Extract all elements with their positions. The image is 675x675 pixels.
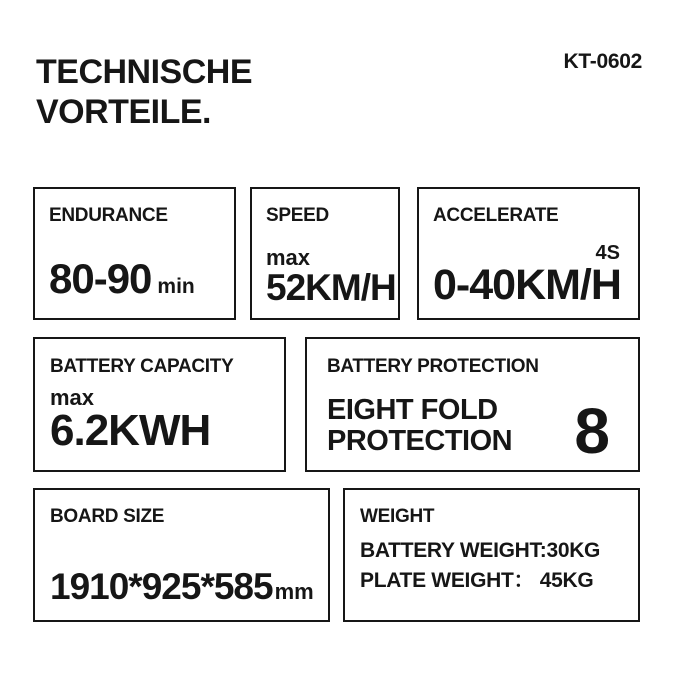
board-size-value: 1910*925*585: [50, 566, 273, 607]
card-accelerate: [417, 187, 640, 320]
battery-protection-value-row: [327, 394, 618, 467]
page-title-line1: TECHNISCHE: [36, 53, 253, 91]
board-size-unit: mm: [274, 579, 314, 604]
battery-capacity-value: 6.2KWH: [50, 406, 211, 455]
card-endurance: [33, 187, 236, 320]
battery-capacity-qualifier: max: [50, 384, 95, 410]
speed-label: SPEED: [266, 205, 329, 226]
battery-capacity-label: BATTERY CAPACITY: [50, 356, 234, 377]
card-speed: [250, 187, 400, 320]
board-size-label: BOARD SIZE: [50, 506, 165, 527]
battery-weight-line: BATTERY WEIGHT:30KG: [360, 539, 601, 562]
endurance-value-row: [49, 255, 220, 302]
weight-label: WEIGHT: [360, 506, 435, 527]
battery-protection-value-line2: PROTECTION: [327, 425, 513, 457]
plate-weight-line: PLATE WEIGHT： 45KG: [360, 569, 594, 592]
accelerate-label: ACCELERATE: [433, 205, 559, 226]
endurance-label: ENDURANCE: [49, 205, 168, 226]
card-battery-protection: [305, 337, 640, 472]
card-board-size: [33, 488, 330, 622]
card-weight: [343, 488, 640, 622]
card-battery-capacity: [33, 337, 286, 472]
page-title: [36, 52, 252, 132]
page-title-line2: VORTEILE.: [36, 93, 211, 131]
accelerate-value-block: [433, 243, 624, 307]
accelerate-value: 0-40KM/H: [433, 261, 621, 309]
battery-protection-count: 8: [574, 394, 610, 467]
speed-value: 52KM/H: [266, 267, 396, 308]
model-number: KT-0602: [563, 50, 642, 73]
speed-qualifier: max: [266, 244, 311, 270]
battery-protection-value: [327, 395, 512, 457]
endurance-value: 80-90: [49, 255, 152, 302]
speed-value-block: [266, 244, 396, 308]
battery-protection-value-line1: EIGHT FOLD: [327, 394, 498, 426]
accelerate-time: 4S: [595, 242, 620, 264]
board-size-value-row: [50, 568, 316, 605]
weight-details: [360, 536, 628, 596]
battery-capacity-value-block: [50, 386, 270, 453]
battery-protection-label: BATTERY PROTECTION: [327, 356, 539, 377]
endurance-unit: min: [157, 275, 195, 298]
